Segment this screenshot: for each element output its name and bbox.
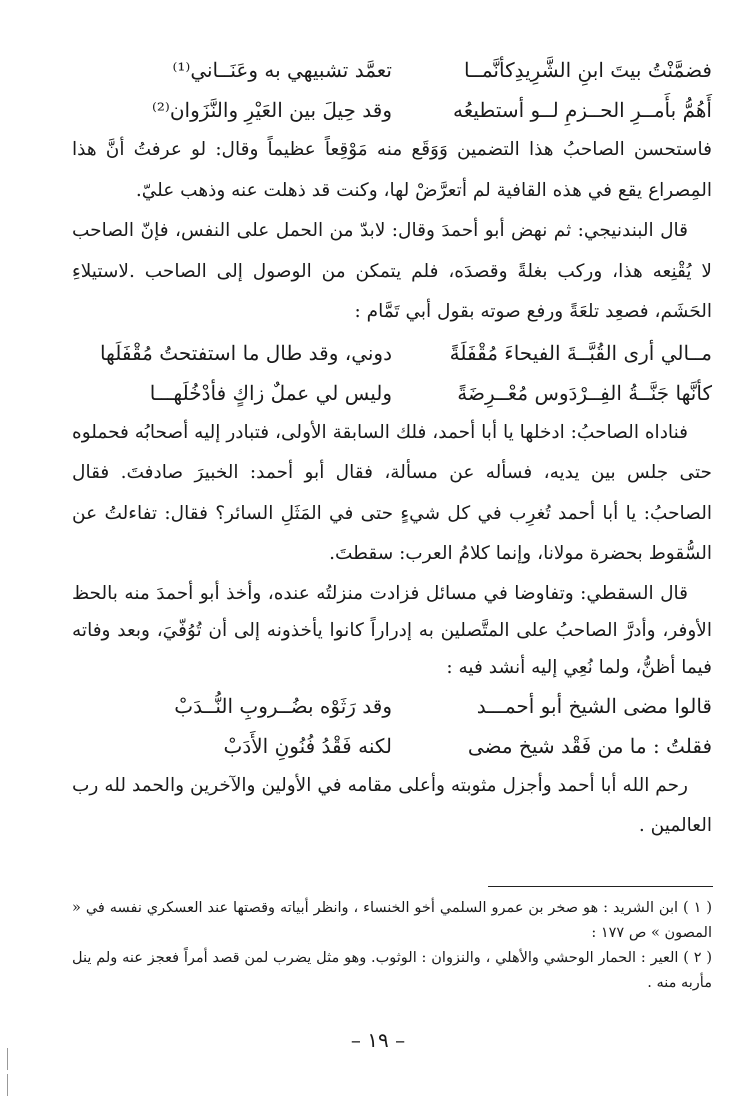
verse-hemistich-second: تعمَّد تشبيهي به وعَنَــاني⁽¹⁾ bbox=[172, 58, 392, 82]
paragraph: فاستحسن الصاحبُ هذا التضمين وَوَقَع منه مَوْقِعاً عظيماً وقال: لو عرفتُ أنَّ هذا المِصراع يقع في هذه القافية لم أتعرَّضْ لها، وكنت قد ذهلت عنه وذهب عليّ. bbox=[72, 139, 712, 201]
verse-hemistich-second: دوني، وقد طال ما استفتحتُ مُقْفَلَها bbox=[99, 340, 392, 365]
page-body bbox=[72, 50, 712, 847]
paragraph: قال السقطي: وتفاوضا في مسائل فزادت منزلتُه عنده، وأخذ أبو أحمدَ منه بالحظ الأوفر، وأدرَّ الصاحبُ على المتَّصلين به إدراراً كانوا يأخذونه إلى أن تُوُفّيَ، وبعد وفاته فيما أظنُّ، ولما نُعِي إليه أنشد فيه : bbox=[72, 582, 712, 678]
page-number: – ١٩ – bbox=[350, 1028, 406, 1052]
paragraph: فناداه الصاحبُ: ادخلها يا أبا أحمد، فلك السابقة الأولى، فتبادر إليه أصحابُه فحملوه حتى جلس بين يديه، فسأله عن مسألة، فقال أبو أحمد: الخبيرَ صادفتَ. فقال الصاحبُ: يا أبا أحمد تُغرِب في كل شيءٍ حتى في المَثَلِ السائر؟ فقال: تفاءلتُ عن السُّقوط بحضرة مولانا، وإنما كلامُ العرب: سقطتَ. bbox=[72, 421, 712, 564]
footnotes bbox=[72, 896, 712, 996]
margin-mark bbox=[7, 1074, 8, 1096]
verse-hemistich-second: وليس لي عملٌ زاكٍ فأدْخُلَهـــا bbox=[149, 380, 392, 405]
verse-hemistich-first: فضمَّنْتُ بيتَ ابنِ الشَّرِيدِكأنَّمــا bbox=[464, 58, 712, 82]
verse-line bbox=[72, 726, 712, 766]
verse-line bbox=[72, 50, 712, 90]
footnote: ( ٢ ) العير : الحمار الوحشي والأهلي ، والنزوان : الوثوب. وهو مثل يضرب لمن قصد أمراً فعجز عنه ولم ينل مأربه منه . bbox=[72, 950, 712, 991]
verse-line bbox=[72, 333, 712, 373]
paragraph: رحم الله أبا أحمد وأجزل مثوبته وأعلى مقامه في الأولين والآخرين والحمد لله رب العالمين . bbox=[72, 774, 712, 836]
verse-line bbox=[72, 686, 712, 726]
footnote-divider bbox=[488, 886, 713, 887]
verse-hemistich-first: أَهُمُّ بأَمــرِ الحــزمِ لــو أستطيعُه bbox=[453, 98, 712, 122]
verse-hemistich-second: وقد حِيلَ بين العَيْرِ والنَّزَوان⁽²⁾ bbox=[151, 98, 392, 122]
verse-hemistich-second: وقد رَثَوْه بضُــروبِ النُّــدَبْ bbox=[174, 693, 392, 718]
verse-hemistich-first: قالوا مضى الشيخ أبو أحمـــد bbox=[476, 693, 712, 718]
verse-line bbox=[72, 373, 712, 413]
paragraph: قال البندنيجي: ثم نهض أبو أحمدَ وقال: لابدّ من الحمل على النفس، فإنّ الصاحب لا يُقْنِعه هذا، وركب بغلةً وقصدَه، فلم يتمكن من الوصول إلى الصاحب .لاستيلاءِ الحَشَم، فصعِد تلعَةً ورفع صوته بقول أبي تَمَّام : bbox=[72, 220, 712, 322]
verse-hemistich-first: مــالي أرى القُبَّــةَ الفيحاءَ مُقْفَلَةً bbox=[449, 340, 712, 365]
footnote: ( ١ ) ابن الشريد : هو صخر بن عمرو السلمي أخو الخنساء ، وانظر أبياته وقصتها عند العسكري نفسه في « المصون » ص ١٧٧ : bbox=[72, 900, 712, 941]
verse-hemistich-first: فقلتُ : ما من فَقْد شيخ مضى bbox=[467, 733, 712, 758]
margin-mark bbox=[7, 1048, 8, 1070]
verse-line bbox=[72, 90, 712, 130]
verse-hemistich-first: كأنَّها جَنَّــةُ الفِــرْدَوس مُعْــرِضَةً bbox=[457, 380, 712, 405]
verse-hemistich-second: لكنه فَقْدُ فُنُونِ الأَدَبْ bbox=[223, 733, 392, 758]
